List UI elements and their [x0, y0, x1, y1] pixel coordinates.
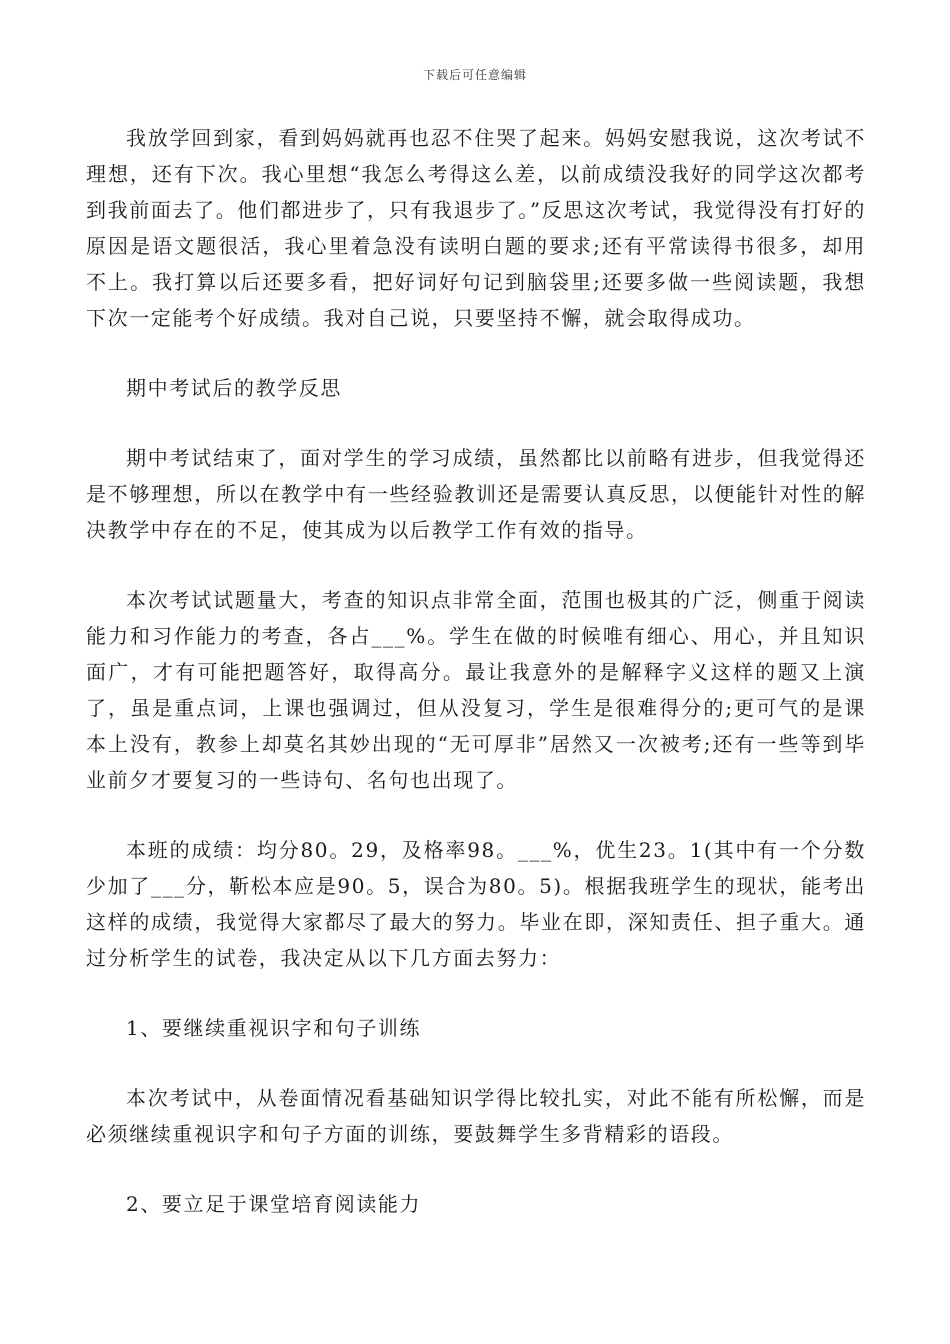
section-title: 期中考试后的教学反思: [126, 376, 342, 400]
paragraph-1: 我放学回到家，看到妈妈就再也忍不住哭了起来。妈妈安慰我说，这次考试不理想，还有下次。我心里想“我怎么考得这么差，以前成绩没我好的同学这次都考到我前面去了。他们都进步了，只有我退步了。”反思这次考试，我觉得没有打好的原因是语文题很活，我心里着急没有读明白题的要求;还有平常读得书很多，却用不上。我打算以后还要多看，把好词好句记到脑袋里;还要多做一些阅读题，我想下次一定能考个好成绩。我对自己说，只要坚持不懈，就会取得成功。: [86, 126, 866, 330]
document-body: [86, 120, 866, 1222]
paragraph-4: 本班的成绩：均分80。29，及格率98。___%，优生23。1(其中有一个分数少加了___分，靳松本应是90。5，误合为80。5)。根据我班学生的现状，能考出这样的成绩，我觉得大家都尽了最大的努力。毕业在即，深知责任、担子重大。通过分析学生的试卷，我决定从以下几方面去努力：: [86, 838, 866, 970]
paragraph-2: 期中考试结束了，面对学生的学习成绩，虽然都比以前略有进步，但我觉得还是不够理想，所以在教学中有一些经验教训还是需要认真反思，以便能针对性的解决教学中存在的不足，使其成为以后教学工作有效的指导。: [86, 446, 866, 542]
subheading-2: 2、要立足于课堂培育阅读能力: [126, 1192, 422, 1216]
subheading-1: 1、要继续重视识字和句子训练: [126, 1016, 422, 1040]
paragraph-3: 本次考试试题量大，考查的知识点非常全面，范围也极其的广泛，侧重于阅读能力和习作能力的考查，各占___%。学生在做的时候唯有细心、用心，并且知识面广，才有可能把题答好，取得高分。最让我意外的是解释字义这样的题又上演了，虽是重点词，上课也强调过，但从没复习，学生是很难得分的;更可气的是课本上没有，教参上却莫名其妙出现的“无可厚非”居然又一次被考;还有一些等到毕业前夕才要复习的一些诗句、名句也出现了。: [86, 588, 866, 792]
header-note: 下载后可任意编辑: [422, 68, 527, 82]
paragraph-5: 本次考试中，从卷面情况看基础知识学得比较扎实，对此不能有所松懈，而是必须继续重视识字和句子方面的训练，要鼓舞学生多背精彩的语段。: [86, 1086, 866, 1146]
